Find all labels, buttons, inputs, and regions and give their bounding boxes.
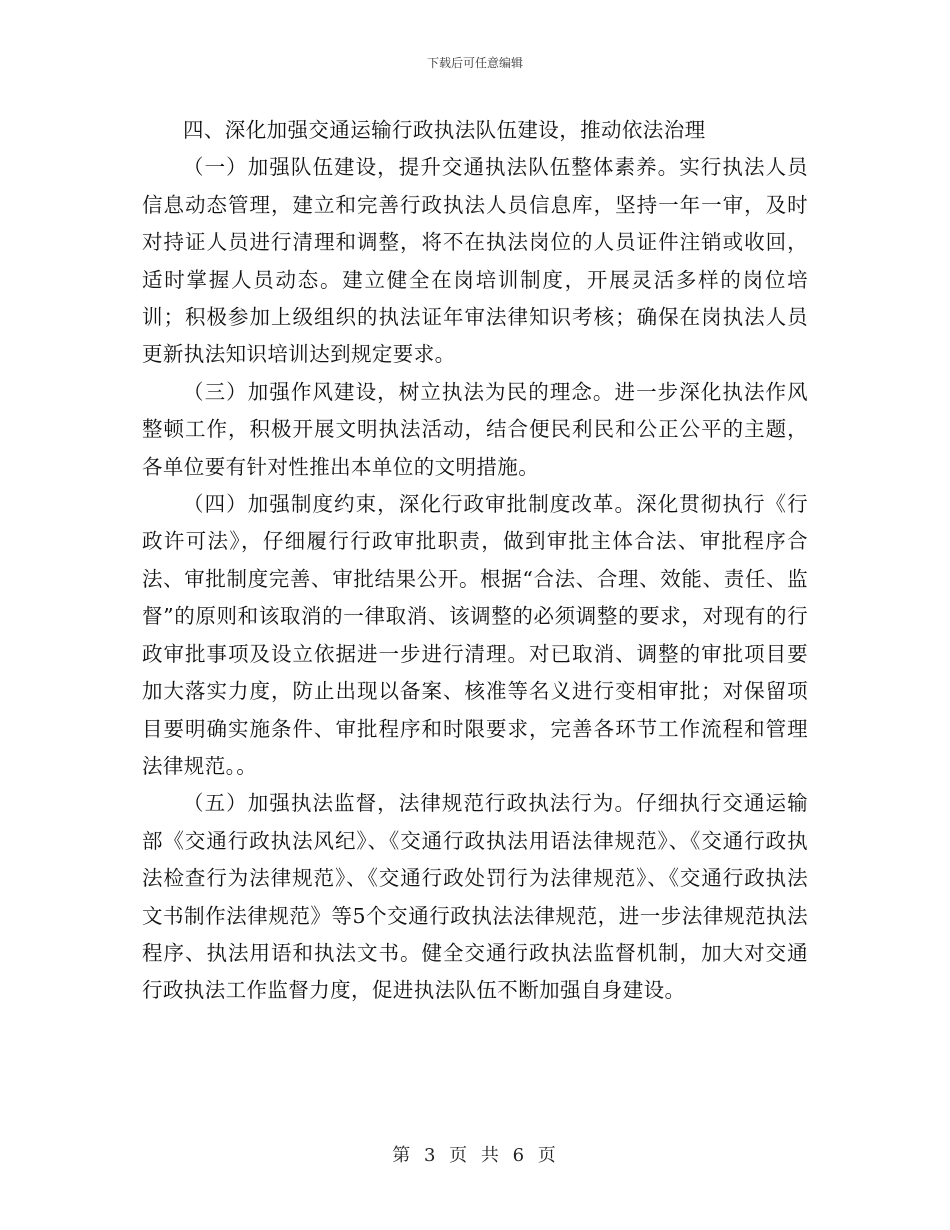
paragraph-3: （三）加强作风建设，树立执法为民的理念。进一步深化执法作风整顿工作，积极开展文明执法活动，结合便民利民和公正公平的主题，各单位要有针对性推出本单位的文明措施。 <box>142 379 808 479</box>
header-note: 下载后可任意编辑 <box>426 56 523 70</box>
section-heading: 四、深化加强交通运输行政执法队伍建设，推动依法治理 <box>183 118 706 142</box>
paragraph-4: （四）加强制度约束，深化行政审批制度改革。深化贯彻执行《行政许可法》，仔细履行行政审批职责，做到审批主体合法、审批程序合法、审批制度完善、审批结果公开。根据“合法、合理、效能、责任、监督”的原则和该取消的一律取消、该调整的必须调整的要求，对现有的行政审批事项及设立依据进一步进行清理。对已取消、调整的审批项目要加大落实力度，防止出现以备案、核准等名义进行变相审批；对保留项目要明确实施条件、审批程序和时限要求，完善各环节工作流程和管理法律规范。。 <box>142 492 808 778</box>
paragraph-1: （一）加强队伍建设，提升交通执法队伍整体素养。实行执法人员信息动态管理，建立和完善行政执法人员信息库，坚持一年一审，及时对持证人员进行清理和调整，将不在执法岗位的人员证件注销或收回，适时掌握人员动态。建立健全在岗培训制度，开展灵活多样的岗位培训；积极参加上级组织的执法证年审法律知识考核；确保在岗执法人员更新执法知识培训达到规定要求。 <box>142 155 808 367</box>
document-body <box>142 112 808 1010</box>
page-number: 第 3 页 共 6 页 <box>392 1145 558 1166</box>
paragraph-5: （五）加强执法监督，法律规范行政执法行为。仔细执行交通运输部《交通行政执法风纪》、《交通行政执法用语法律规范》、《交通行政执法检查行为法律规范》、《交通行政处罚行为法律规范》、《交通行政执法文书制作法律规范》等5个交通行政执法法律规范，进一步法律规范执法程序、执法用语和执法文书。健全交通行政执法监督机制，加大对交通行政执法工作监督力度，促进执法队伍不断加强自身建设。 <box>142 791 808 1003</box>
